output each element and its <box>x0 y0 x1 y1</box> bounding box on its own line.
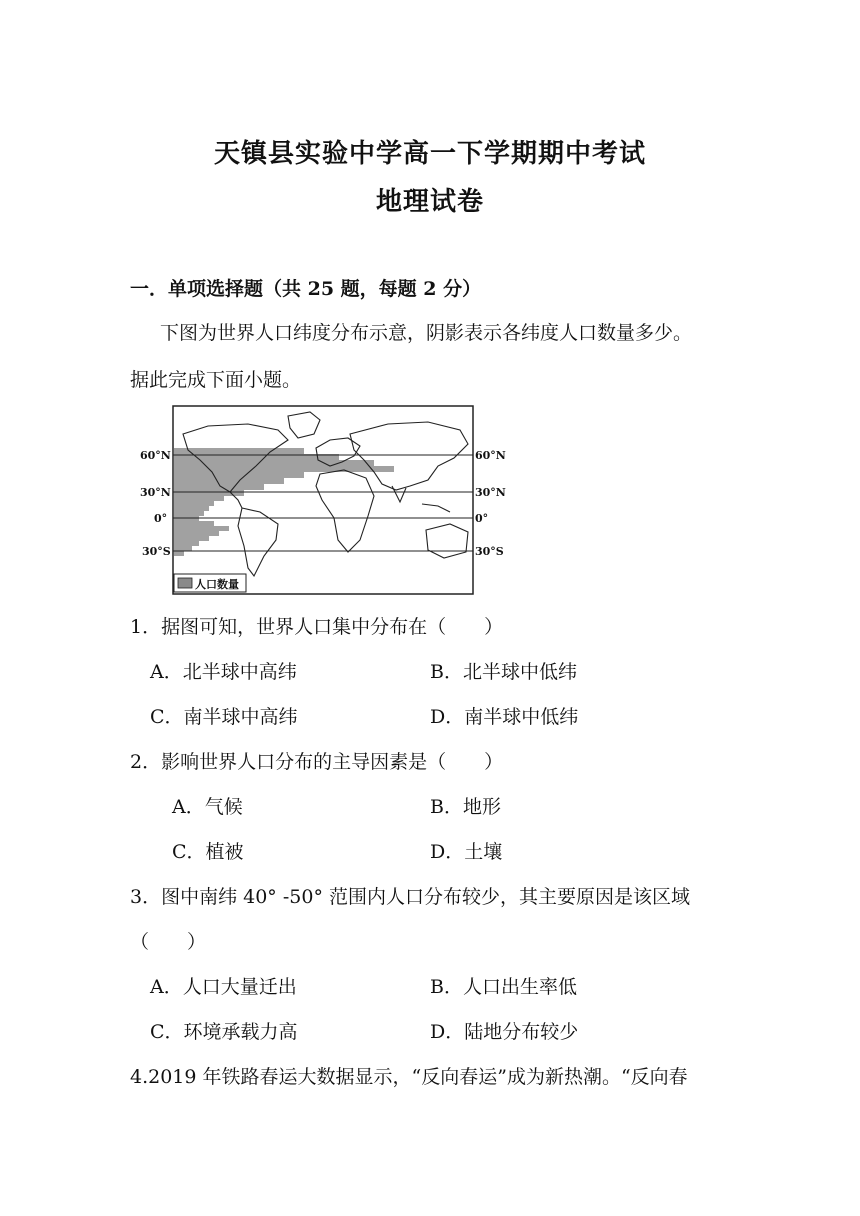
question-3-stem-cont: （ ） <box>130 931 207 953</box>
question-4-stem: 4.2019 年铁路春运大数据显示，“反向春运”成为新热潮。“反向春 <box>130 1066 688 1088</box>
question-3-option-c[interactable]: C．环境承载力高 <box>150 1021 298 1043</box>
intro-line-1: 下图为世界人口纬度分布示意，阴影表示各纬度人口数量多少。 <box>160 322 693 344</box>
world-population-map <box>138 400 512 596</box>
lat-label-right-30n: 30°N <box>475 486 506 499</box>
lat-label-left-30s: 30°S <box>142 545 171 558</box>
lat-label-right-30s: 30°S <box>475 545 504 558</box>
svg-text:人口数量: 人口数量 <box>195 578 239 591</box>
lat-label-left-0: 0° <box>154 512 168 525</box>
lat-label-right-0: 0° <box>475 512 489 525</box>
question-3-option-d[interactable]: D．陆地分布较少 <box>430 1021 579 1043</box>
exam-subtitle: 地理试卷 <box>375 187 484 217</box>
question-2-option-c[interactable]: C．植被 <box>172 841 244 863</box>
question-3-option-a[interactable]: A．人口大量迁出 <box>150 976 297 998</box>
section-heading: 一．单项选择题（共 25 题，每题 2 分） <box>130 278 482 300</box>
exam-title: 天镇县实验中学高一下学期期中考试 <box>213 139 646 169</box>
question-2-option-b[interactable]: B．地形 <box>430 796 501 818</box>
question-1-option-d[interactable]: D．南半球中低纬 <box>430 706 579 728</box>
question-1-option-a[interactable]: A．北半球中高纬 <box>150 661 297 683</box>
lat-label-right-60n: 60°N <box>475 449 506 462</box>
question-1-stem: 1．据图可知，世界人口集中分布在（ ） <box>130 616 504 638</box>
question-3-option-b[interactable]: B．人口出生率低 <box>430 976 577 998</box>
question-2-stem: 2．影响世界人口分布的主导因素是（ ） <box>130 751 504 773</box>
question-3-stem: 3．图中南纬 40° -50° 范围内人口分布较少，其主要原因是该区域 <box>130 886 690 908</box>
map-legend <box>174 574 246 592</box>
question-1-option-c[interactable]: C．南半球中高纬 <box>150 706 298 728</box>
lat-label-left-30n: 30°N <box>140 486 171 499</box>
question-1-option-b[interactable]: B．北半球中低纬 <box>430 661 577 683</box>
lat-label-left-60n: 60°N <box>140 449 171 462</box>
intro-line-2: 据此完成下面小题。 <box>130 369 302 391</box>
question-2-option-a[interactable]: A．气候 <box>172 796 243 818</box>
question-2-option-d[interactable]: D．土壤 <box>430 841 503 863</box>
